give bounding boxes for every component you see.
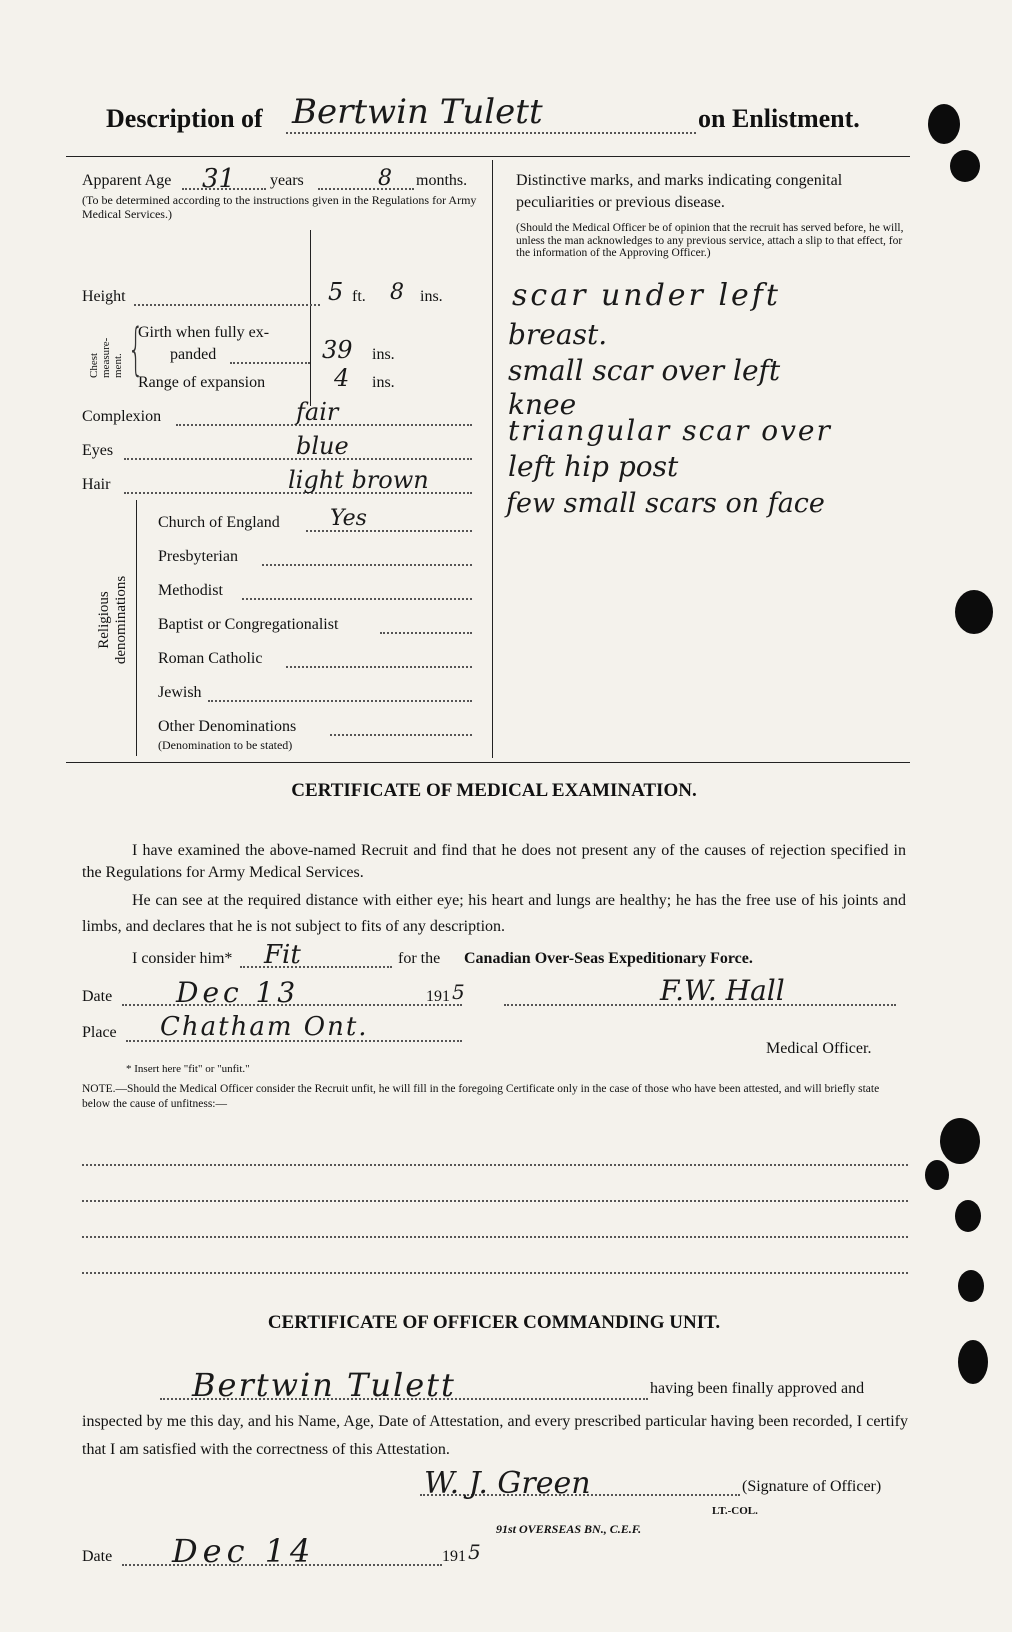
eyes-label: Eyes xyxy=(82,442,114,459)
religion-line-4 xyxy=(286,666,472,668)
marks-line-6: few small scars on face xyxy=(506,488,825,519)
unfit-note: NOTE.—Should the Medical Officer consider the Recruit unfit, he will fill in the foregoing Certificate only in the case of those who have been attested, and will briefly state below the cause of unfitness:— xyxy=(82,1083,880,1110)
religion-label-4: Roman Catholic xyxy=(158,650,263,667)
consider-suffix: for the xyxy=(398,950,441,967)
unfit-line-4 xyxy=(82,1272,908,1274)
height-ins-label: ins. xyxy=(420,288,443,305)
chest-brace: { xyxy=(127,317,144,382)
hair-label: Hair xyxy=(82,476,111,493)
age-months-value: 8 xyxy=(378,166,392,191)
title-name-line xyxy=(286,132,696,134)
co-date-label: Date xyxy=(82,1548,113,1565)
girth-value: 39 xyxy=(322,336,353,364)
age-months-line xyxy=(318,188,414,190)
binder-hole-1 xyxy=(928,104,960,144)
page-title-left: Description of xyxy=(106,104,263,133)
chest-label: Chest measure-ment. xyxy=(88,337,124,378)
range-ins-label: ins. xyxy=(372,374,395,391)
co-signature: W. J. Green xyxy=(424,1466,591,1501)
medical-para-2: He can see at the required distance with either eye; his heart and lungs are healthy; he has the free use of his joints and limbs, and declares that he is not subject to fits of any description. xyxy=(82,892,906,935)
binder-hole-6 xyxy=(955,1200,981,1232)
marks-line-3: knee xyxy=(508,388,577,421)
page-title-right: on Enlistment. xyxy=(698,104,860,133)
marks-note: (Should the Medical Officer be of opinion that the recruit has served before, he will, unless the man acknowledges to any previous service, attach a slip to that effect, for the information of the Approving Officer.) xyxy=(516,222,904,259)
medical-officer-signature: F.W. Hall xyxy=(660,974,785,1007)
co-date-value: Dec 14 xyxy=(172,1532,316,1570)
marks-heading-1: Distinctive marks, and marks indicating congenital xyxy=(516,172,843,189)
commanding-title: CERTIFICATE OF OFFICER COMMANDING UNIT. xyxy=(267,1312,721,1333)
medical-para-1: I have examined the above-named Recruit and find that he does not present any of the causes of rejection specified in the Regulations for Army Medical Services. xyxy=(82,842,906,881)
years-label: years xyxy=(270,172,304,189)
co-para-rest: inspected by me this day, and his Name, Age, Date of Attestation, and every prescribed particular having been recorded, I certify that I am satisfied with the correctness of this Attestation. xyxy=(82,1413,908,1458)
religion-label-2: Methodist xyxy=(158,582,223,599)
girth-line xyxy=(230,362,310,364)
ft-label: ft. xyxy=(352,288,366,305)
girth-ins-label: ins. xyxy=(372,346,395,363)
medical-title: CERTIFICATE OF MEDICAL EXAMINATION. xyxy=(291,780,697,801)
consider-line xyxy=(240,966,392,968)
co-recruit-name: Bertwin Tulett xyxy=(192,1366,456,1404)
religion-label-5: Jewish xyxy=(158,684,202,701)
medical-year-suffix: 5 xyxy=(452,980,465,1004)
marks-line-5: left hip post xyxy=(508,450,679,483)
measure-divider xyxy=(310,230,311,406)
column-divider xyxy=(492,160,493,758)
height-label: Height xyxy=(82,288,126,305)
mid-rule xyxy=(66,762,910,763)
place-value: Chatham Ont. xyxy=(160,1012,369,1042)
age-years-value: 31 xyxy=(202,164,236,194)
binder-hole-2 xyxy=(950,150,980,182)
medical-date-value: Dec 13 xyxy=(176,976,300,1009)
complexion-value: fair xyxy=(296,398,339,426)
medical-date-label: Date xyxy=(82,988,113,1005)
religion-line-5 xyxy=(208,700,472,702)
religion-line-3 xyxy=(380,632,472,634)
girth-label-2: panded xyxy=(170,346,217,363)
marks-line-2: small scar over left xyxy=(508,354,781,387)
age-label: Apparent Age xyxy=(82,172,172,189)
top-rule xyxy=(66,156,910,157)
range-value: 4 xyxy=(334,364,350,392)
place-label: Place xyxy=(82,1024,117,1041)
religion-group-label: Religious denominations xyxy=(96,575,129,665)
marks-line-1: breast. xyxy=(508,318,608,351)
marks-line-4: triangular scar over xyxy=(508,414,832,447)
height-line xyxy=(134,304,320,306)
co-stamp-2: 91st OVERSEAS BN., C.E.F. xyxy=(496,1522,642,1536)
unfit-line-1 xyxy=(82,1164,908,1166)
recruit-name-header: Bertwin Tulett xyxy=(292,92,543,132)
girth-label-1: Girth when fully ex- xyxy=(138,324,270,341)
eyes-value: blue xyxy=(296,432,349,460)
binder-hole-3 xyxy=(955,590,993,634)
consider-value: Fit xyxy=(264,940,301,970)
hair-value: light brown xyxy=(288,466,429,494)
co-para-start: having been finally approved and xyxy=(650,1380,865,1397)
co-year-suffix: 5 xyxy=(468,1540,481,1564)
binder-hole-5 xyxy=(925,1160,949,1190)
co-year-prefix: 191 xyxy=(442,1548,466,1565)
co-stamp-1: LT.-COL. xyxy=(712,1505,758,1517)
months-label: months. xyxy=(416,172,468,189)
insert-note: * Insert here "fit" or "unfit." xyxy=(126,1063,250,1075)
religion-label-0: Church of England xyxy=(158,514,280,531)
religion-label-6: Other Denominations xyxy=(158,718,297,735)
religion-label-3: Baptist or Congregationalist xyxy=(158,616,339,633)
religion-line-2 xyxy=(242,598,472,600)
religion-value-0: Yes xyxy=(330,506,367,531)
height-ft-value: 5 xyxy=(328,278,344,306)
religion-line-6 xyxy=(330,734,472,736)
unfit-line-3 xyxy=(82,1236,908,1238)
religion-bracket xyxy=(136,500,137,756)
marks-heading-2: peculiarities or previous disease. xyxy=(516,194,725,211)
binder-hole-7 xyxy=(958,1270,984,1302)
complexion-label: Complexion xyxy=(82,408,162,425)
co-signature-label: (Signature of Officer) xyxy=(742,1478,882,1495)
height-ins-value: 8 xyxy=(390,280,404,305)
marks-line-0: scar under left xyxy=(512,278,781,313)
force-name: Canadian Over-Seas Expeditionary Force. xyxy=(464,950,753,967)
medical-year-prefix: 191 xyxy=(426,988,450,1005)
religion-line-1 xyxy=(262,564,472,566)
range-label: Range of expansion xyxy=(138,374,266,391)
binder-hole-4 xyxy=(940,1118,980,1164)
binder-hole-8 xyxy=(958,1340,988,1384)
age-note: (To be determined according to the instructions given in the Regulations for Army Medical Services.) xyxy=(82,193,477,221)
religion-other-note: (Denomination to be stated) xyxy=(158,738,293,752)
medical-officer-label: Medical Officer. xyxy=(766,1040,872,1057)
consider-label: I consider him* xyxy=(132,950,233,967)
unfit-line-2 xyxy=(82,1200,908,1202)
religion-label-1: Presbyterian xyxy=(158,548,238,565)
